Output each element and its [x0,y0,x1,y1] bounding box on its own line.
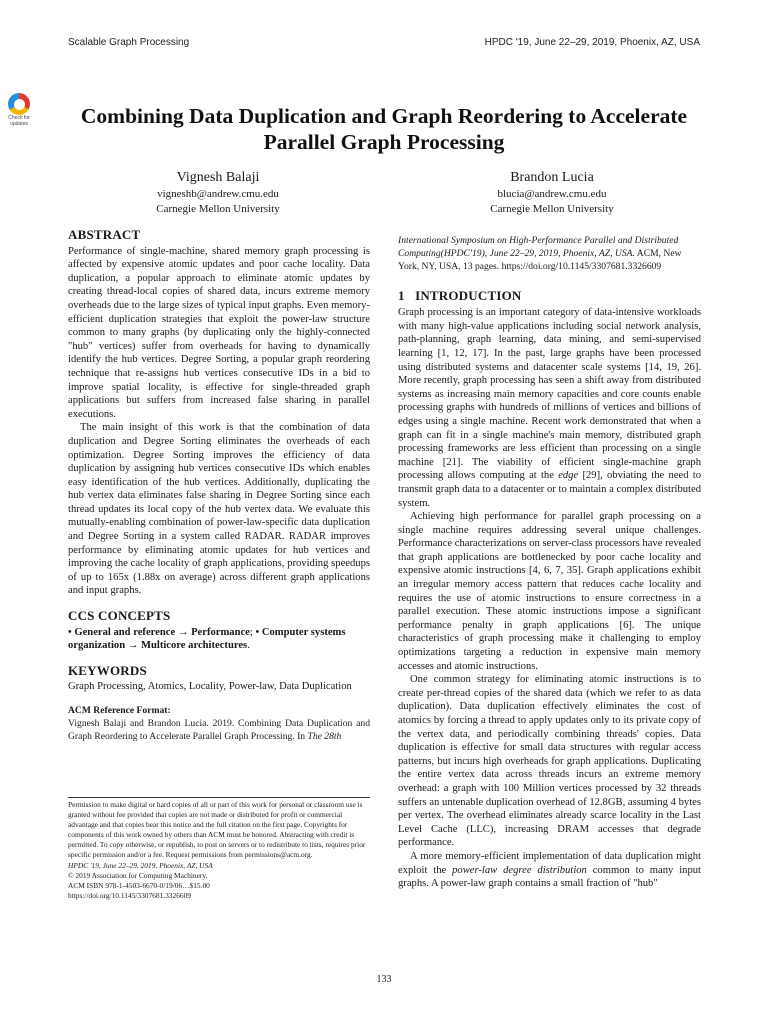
acm-reference-continued [398,234,701,274]
check-for-updates-badge[interactable] [4,93,34,127]
author-name: Vignesh Balaji [176,170,260,185]
paragraph-text: common to many input graphs. A power-law graph contains a small fraction of "hub" [398,864,701,890]
right-column [398,234,701,891]
permission-footnote [68,800,370,901]
ccs-bullet: • Computer systems organization [68,626,346,652]
acm-reference-body: ACM, New York, NY, USA, 13 pages. https://doi.org/10.1145/3307681.3326609 [398,248,682,273]
ccs-term: Performance [191,626,250,638]
footnote-venue: HPDC '19, June 22–29, 2019, Phoenix, AZ, USA [68,860,213,870]
ccs-concepts [68,626,370,653]
acm-reference-venue: The 28th [307,731,342,743]
ccs-separator: ; [249,626,256,638]
author-name: Brandon Lucia [510,170,594,185]
keywords-heading: KEYWORDS [68,662,147,678]
running-head-right: HPDC '19, June 22–29, 2019, Phoenix, AZ, USA [484,37,700,48]
keywords-text: Graph Processing, Atomics, Locality, Power-law, Data Duplication [68,681,352,693]
abstract-paragraph: The main insight of this work is that the combination of data duplication and Degree Sorting eliminates the overheads of each optimization. Degree Sorting improves the efficiency of data duplication by assigning hub vertices consecutive IDs which enables easy identification of the hub vertices. Additionally, duplicating the hub vertex data eliminates false sharing in Degree Sorting since each thread updates its local copy of the hub vertex data. We evaluate this mutually-enabling combination of power-law-specific data duplication and Degree Sorting in a system called RADAR. RADAR improves performance by eliminating atomic updates for hub vertices and improving the cache locality of graph applications, providing speedups of up to 165x (1.88x on average) across different graph applications and input graphs. [68,422,370,597]
abstract-paragraph: Performance of single-machine, shared memory graph processing is affected by expensive atomic updates and poor cache locality. Data duplication, a popular approach to eliminate atomic updates by creating thread-local copies of shared data, incurs extreme memory overheads due to the large sizes of typical input graphs. Even memory-efficient duplication strategies that exploit the power-law structure common to many graphs (by duplicating only the highly-connected "hub" vertices) suffer from overheads for having to dynamically identify the hub vertices. Degree Sorting, a popular graph reordering technique that re-assigns hub vertices consecutive IDs in a bid to improve spatial locality, is effective for single-threaded graph applications but suffers from increased false sharing in parallel executions. [68,245,370,420]
permission-text: Permission to make digital or hard copies of all or part of this work for personal or classroom use is granted without fee provided that copies are not made or distributed for profit or commercial advantage and that copies bear this notice and the full citation on the first page. Copyrights for components of this work owned by others than ACM must be honored. Abstracting with credit is permitted. To copy otherwise, or republish, to post on servers or to redistribute to lists, requires prior specific permission and/or a fee. Request permissions from permissions@acm.org. [68,800,366,860]
author-email: blucia@andrew.cmu.edu [497,188,607,200]
paper-title: Combining Data Duplication and Graph Reordering to Accelerate Parallel Graph Processing [80,104,688,154]
acm-reference-text [68,717,370,743]
left-column [68,228,370,743]
author-block [88,169,348,217]
ccs-arrow: → [175,626,192,638]
ccs-heading: CCS CONCEPTS [68,608,171,624]
introduction-paragraph: Achieving high performance for parallel graph processing on a single machine requires addressing several unique challenges. Performance characterizations on server-class processors have revealed that graph applications are bottlenecked by poor cache locality and expensive atomic instructions [4, 6, 7, 35]. Graph applications exhibit an irregular memory access pattern that reduces cache locality and requires the use of atomic instructions to ensure correctness in a parallel execution. These atomic instructions impose a significant performance penalty in graph applications [6]. The unique characteristics of graph processing make it challenging to employ optimizations targeting a reduction in expensive main memory accesses and atomic instructions. [398,511,701,672]
acm-reference-heading: ACM Reference Format: [68,705,171,716]
ccs-term: Multicore architectures [140,640,248,652]
footnote-divider [68,797,370,798]
updates-icon [8,93,30,115]
emphasis: edge [558,470,579,482]
footnote-copyright: © 2019 Association for Computing Machinery. [68,870,208,880]
ccs-bullet: • General and reference [68,626,176,638]
ccs-arrow: → [125,640,141,652]
acm-reference-body: Vignesh Balaji and Brandon Lucia. 2019. Combining Data Duplication and Graph Reordering to Accelerate Parallel Graph Processing. In [68,718,370,743]
introduction-paragraph [398,306,701,510]
author-affiliation: Carnegie Mellon University [490,203,614,215]
section-number: 1 [398,287,405,303]
paragraph-text: Graph processing is an important category of data-intensive workloads with many high-value applications including social network analysis, path-planning, graph learning, data mining, and semi-supervised learning [1, 12, 17]. In the past, large graphs have been processed using distributed systems and datacenter scale systems [14, 19, 26]. More recently, graph processing has seen a shift away from distributed systems as increasing main memory capacities and core counts enable processing graphs with hundreds of millions of vertices and billions of edges using a single machine. Recent work demonstrated that when a graph can fit in a single machine's main memory, distributed graph processing frameworks are less efficient than processing on a single machine [21]. The viability of efficient single-machine graph processing allows computing at the [398,307,701,482]
footnote-doi[interactable]: https://doi.org/10.1145/3307681.3326609 [68,890,191,900]
introduction-heading [398,289,701,303]
paragraph-text: A more memory-efficient implementation of data duplication might exploit the [398,850,701,876]
author-affiliation: Carnegie Mellon University [156,203,280,215]
ccs-end: . [247,640,250,652]
page-number: 133 [376,974,392,985]
section-title: INTRODUCTION [415,287,522,303]
abstract-heading: ABSTRACT [68,227,141,242]
author-block [422,169,682,217]
introduction-paragraph: One common strategy for eliminating atomic instructions is to create per-thread copies of the shared data (which we refer to as data duplication). Data duplication effectively eliminates the cost of atomics by forcing a thread to apply updates only to its private copy of the vertex data, and periodically combining threads' copies. Data duplication is effective for small data structures with regular access patterns, but incurs high overheads for graph applications. Duplicating the entire vertex data across threads incurs an extreme memory overhead: a graph with 100 Million vertices processed by 32 threads suffers an untenable duplication overhead of 12.8GB, assuming 4 bytes per vertex. The overhead eliminates already scarce locality in the Last Level Cache (LLC), increasing DRAM accesses that degrade performance. [398,674,701,849]
acm-reference-venue: International Symposium on High-Performance Parallel and Distributed Computing(HPDC'19), June 22–29, 2019, Phoenix, AZ, USA. [398,235,679,260]
author-email: vigneshb@andrew.cmu.edu [157,188,279,200]
running-head-left: Scalable Graph Processing [68,37,190,48]
footnote-isbn: ACM ISBN 978-1-4503-6670-0/19/06…$15.00 [68,880,210,890]
emphasis: power-law degree distribution [452,864,587,876]
introduction-paragraph [398,850,701,891]
paragraph-text: [29], obviating the need to transmit graph data to a datacenter or to maintain a complex distributed system. [398,470,701,509]
badge-label: Check for updates [8,115,30,127]
